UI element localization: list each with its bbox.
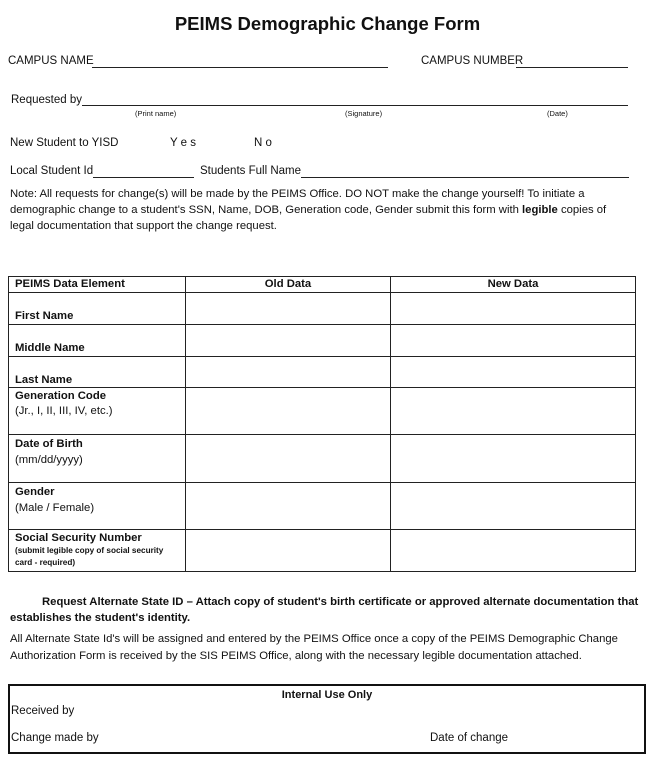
row-label-cell [9, 357, 186, 388]
local-id-field[interactable] [93, 177, 194, 178]
note-bold-word: legible [522, 204, 558, 217]
internal-use-title: Internal Use Only [281, 689, 373, 701]
row-sublabel: (mm/dd/yyyy) [15, 454, 83, 466]
campus-name-label: CAMPUS NAME [8, 55, 94, 67]
date-caption: (Date) [547, 109, 568, 118]
date-of-change-label: Date of change [430, 732, 509, 744]
new-data-cell[interactable] [391, 388, 636, 435]
yes-option[interactable]: Y e s [170, 137, 196, 149]
old-data-cell[interactable] [186, 435, 391, 483]
row-sublabel: (submit legible copy of social security card - required) [15, 546, 164, 567]
form-title: PEIMS Demographic Change Form [174, 13, 481, 34]
campus-number-label: CAMPUS NUMBER [421, 55, 524, 67]
new-data-cell[interactable] [391, 325, 636, 357]
row-label-cell [9, 325, 186, 357]
full-name-label: Students Full Name [200, 165, 301, 177]
old-data-cell[interactable] [186, 388, 391, 435]
no-option[interactable]: N o [254, 137, 272, 149]
campus-number-field[interactable] [516, 67, 628, 68]
old-data-cell[interactable] [186, 483, 391, 530]
row-label: Gender [15, 486, 55, 498]
row-label: Middle Name [15, 342, 85, 354]
old-data-cell[interactable] [186, 325, 391, 357]
note-text-1: Note: All requests for change(s) will be made by the PEIMS Office. DO NOT make the change yourself! To initiate a demographic change to a student's SSN, Name, DOB, Generation code, Gender submit this form with [10, 188, 585, 217]
table-row [9, 325, 636, 357]
row-label-cell [9, 483, 186, 530]
row-label: First Name [15, 310, 74, 322]
row-label: Generation Code [15, 390, 107, 402]
note-text-2: copies of legal documentation that support the change request. [10, 204, 607, 233]
old-data-cell[interactable] [186, 293, 391, 325]
new-data-cell[interactable] [391, 530, 636, 572]
new-data-cell[interactable] [391, 435, 636, 483]
row-label: Last Name [15, 374, 73, 386]
local-id-label: Local Student Id [10, 165, 94, 177]
new-student-label: New Student to YISD [10, 137, 119, 149]
table-row [9, 483, 636, 530]
data-element-table [8, 276, 636, 572]
row-sublabel: (Male / Female) [15, 502, 95, 514]
row-label: Date of Birth [15, 438, 83, 450]
row-label-cell [9, 388, 186, 435]
new-data-cell[interactable] [391, 293, 636, 325]
table-row [9, 435, 636, 483]
alternate-id-body: All Alternate State Id's will be assigned and entered by the PEIMS Office once a copy of the PEIMS Demographic Change Authorization Form is received by the SIS PEIMS Office, along with the necessary legible documentation attached. [10, 633, 618, 662]
old-data-cell[interactable] [186, 357, 391, 388]
row-label-cell [9, 293, 186, 325]
received-by-label: Received by [11, 705, 75, 717]
row-label-cell [9, 530, 186, 572]
row-label-cell [9, 435, 186, 483]
full-name-field[interactable] [301, 177, 629, 178]
header-old-data: Old Data [186, 277, 391, 293]
table-row [9, 388, 636, 435]
old-data-cell[interactable] [186, 530, 391, 572]
internal-use-box [8, 684, 646, 754]
table-row [9, 293, 636, 325]
header-data-element: PEIMS Data Element [9, 277, 186, 293]
note-paragraph [10, 186, 630, 235]
requested-by-label: Requested by [11, 94, 82, 106]
new-data-cell[interactable] [391, 357, 636, 388]
row-label: Social Security Number [15, 532, 142, 544]
row-sublabel: (Jr., I, II, III, IV, etc.) [15, 405, 113, 417]
table-row [9, 357, 636, 388]
campus-name-field[interactable] [92, 67, 388, 68]
requested-by-field[interactable] [82, 105, 628, 106]
table-header-row [9, 277, 636, 293]
signature-caption: (Signature) [345, 109, 383, 118]
alternate-id-heading: Request Alternate State ID – Attach copy of student's birth certificate or approved alternate documentation that establishes the student's identity. [10, 596, 639, 624]
table-row [9, 530, 636, 572]
header-new-data: New Data [391, 277, 636, 293]
change-made-by-label: Change made by [11, 732, 99, 744]
print-name-caption: (Print name) [135, 109, 177, 118]
new-data-cell[interactable] [391, 483, 636, 530]
